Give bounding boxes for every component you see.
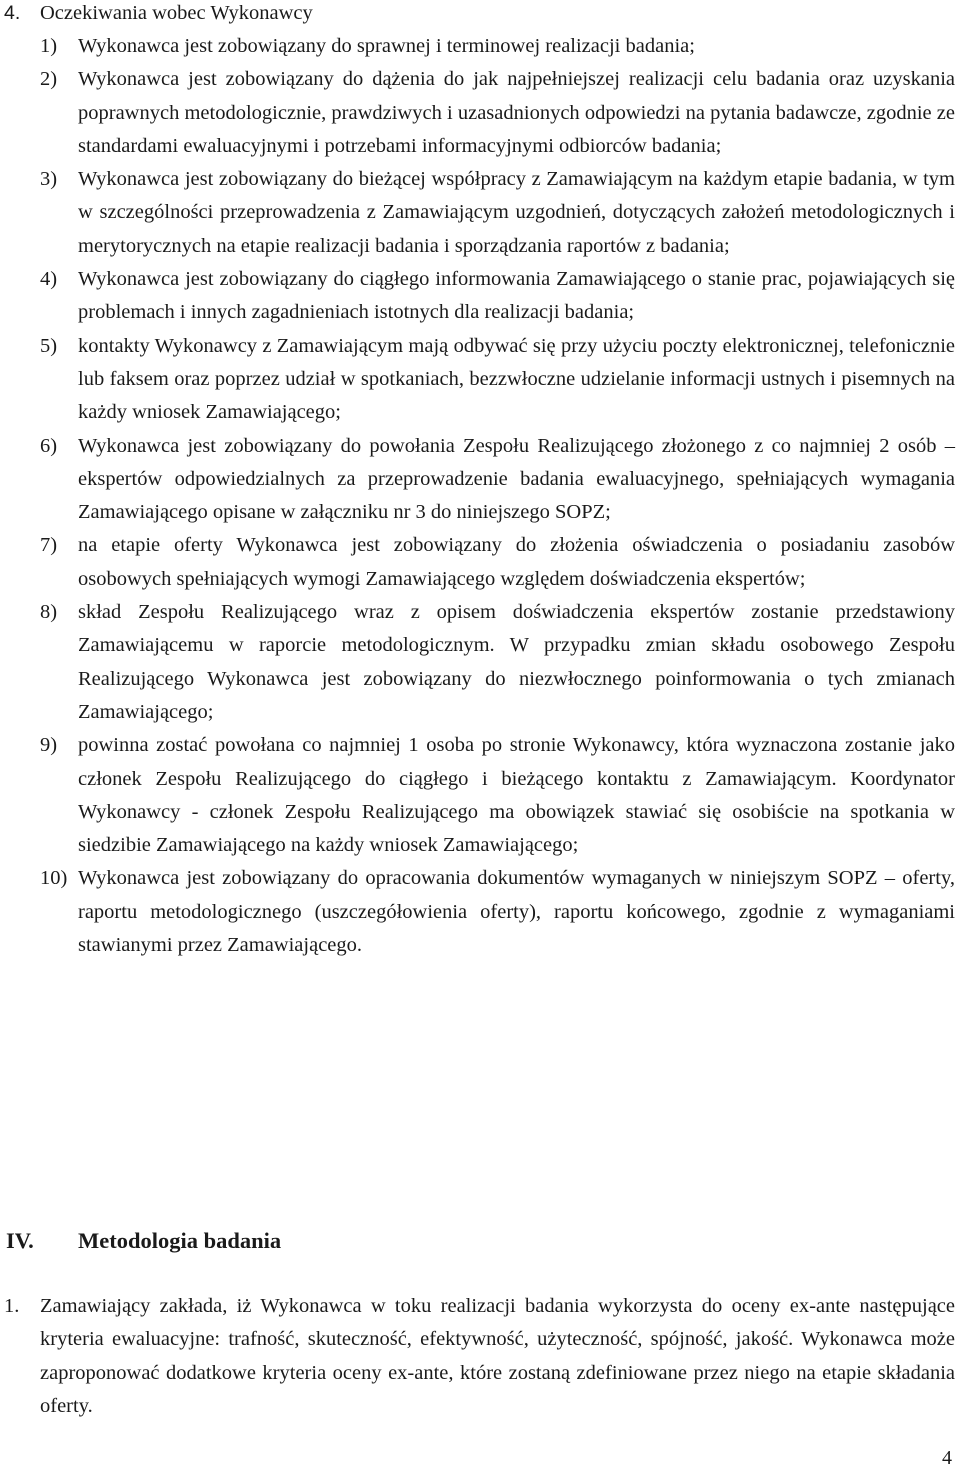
paragraph-text: Zamawiający zakłada, iż Wykonawca w toku realizacji badania wykorzysta do oceny ex-ante następujące kryteria ewaluacyjne: trafność, skuteczność, efektywność, użyteczność, spójność, jakość. Wykonawca może zaproponować dodatkowe kryteria oceny ex-ante, które zostaną zdefiniowane przez niego na etapie składania oferty. — [40, 1295, 955, 1417]
list-item — [0, 63, 960, 163]
list-item-number: 8) — [40, 601, 58, 624]
list-item — [0, 430, 960, 530]
section-heading — [0, 0, 960, 30]
list-item-text: powinna zostać powołana co najmniej 1 osoba po stronie Wykonawcy, która wyznaczona zostanie jako członek Zespołu Realizującego do ciągłego i bieżącego kontaktu z Zamawiającym. Koordynator Wykonawcy - członek Zespołu Realizującego ma obowiązek stawiać się osobiście na spotkania w siedzibie Zamawiającego na każdy wniosek Zamawiającego; — [78, 734, 955, 857]
methodology-paragraph — [0, 1290, 960, 1423]
list-item-number: 6) — [40, 434, 58, 457]
list-item — [0, 862, 960, 962]
section-number: 4. — [4, 2, 21, 24]
list-item — [0, 163, 960, 263]
list-item-text: skład Zespołu Realizującego wraz z opisem doświadczenia ekspertów zostanie przedstawiony Zamawiającemu w raporcie metodologicznym. W przypadku zmian składu osobowego Zespołu Realizującego Wykonawca jest zobowiązany do niezwłocznego poinformowania o tych zmianach Zamawiającego; — [78, 601, 955, 723]
chapter-title: Metodologia badania — [78, 1228, 282, 1253]
list-item — [0, 330, 960, 430]
list-item-number: 1) — [40, 35, 58, 57]
paragraph-number: 1. — [4, 1295, 20, 1317]
list-item-number: 2) — [40, 68, 58, 91]
list-item-text: Wykonawca jest zobowiązany do sprawnej i terminowej realizacji badania; — [78, 35, 695, 57]
list-item-number: 5) — [40, 334, 58, 357]
list-item-text: Wykonawca jest zobowiązany do bieżącej współpracy z Zamawiającym na każdym etapie badania, w tym w szczególności przeprowadzenia z Zamawiającym uzgodnień, dotyczących założeń metodologicznych i merytorycznych na etapie realizacji badania i sporządzania raportów z badania; — [78, 168, 955, 257]
section-title: Oczekiwania wobec Wykonawcy — [40, 2, 313, 24]
list-item-number: 10) — [40, 867, 68, 890]
list-item-text: Wykonawca jest zobowiązany do dążenia do jak najpełniejszej realizacji celu badania oraz uzyskania poprawnych metodologicznie, prawdziwych i uzasadnionych odpowiedzi na pytania badawcze, zgodnie ze standardami ewaluacyjnymi i potrzebami informacyjnymi odbiorców badania; — [78, 68, 955, 157]
list-item-text: Wykonawca jest zobowiązany do powołania Zespołu Realizującego złożonego z co najmniej 2 osób – ekspertów odpowiedzialnych za przeprowadzenie badania ewaluacyjnego, spełniających wymagania Zamawiającego opisane w załączniku nr 3 do niniejszego SOPZ; — [78, 434, 955, 524]
chapter-number: IV. — [6, 1228, 34, 1253]
list-item — [0, 596, 960, 729]
list-item-text: na etapie oferty Wykonawca jest zobowiązany do złożenia oświadczenia o posiadaniu zasobów osobowych spełniających wymogi Zamawiającego względem doświadczenia ekspertów; — [78, 534, 955, 590]
list-item-text: Wykonawca jest zobowiązany do opracowania dokumentów wymaganych w niniejszym SOPZ – oferty, raportu metodologicznego (uszczegółowienia oferty), raportu końcowego, zgodnie z wymaganiami stawianymi przez Zamawiającego. — [78, 867, 955, 957]
list-item-text: Wykonawca jest zobowiązany do ciągłego informowania Zamawiającego o stanie prac, pojawiających się problemach i innych zagadnieniach istotnych dla realizacji badania; — [78, 268, 955, 324]
page-number: 4 — [942, 1447, 952, 1469]
list-item — [0, 30, 960, 63]
list-item-number: 7) — [40, 534, 58, 557]
obligations-list — [0, 30, 960, 962]
list-item-number: 3) — [40, 168, 58, 191]
list-item — [0, 729, 960, 862]
list-item-number: 4) — [40, 268, 58, 291]
list-item — [0, 263, 960, 330]
list-item-number: 9) — [40, 734, 58, 757]
list-item-text: kontakty Wykonawcy z Zamawiającym mają odbywać się przy użyciu poczty elektronicznej, telefonicznie lub faksem oraz poprzez udział w spotkaniach, bezzwłoczne udzielanie informacji ustnych i pisemnych na każdy wniosek Zamawiającego; — [78, 334, 955, 424]
list-item — [0, 529, 960, 596]
chapter-heading — [0, 1228, 281, 1254]
